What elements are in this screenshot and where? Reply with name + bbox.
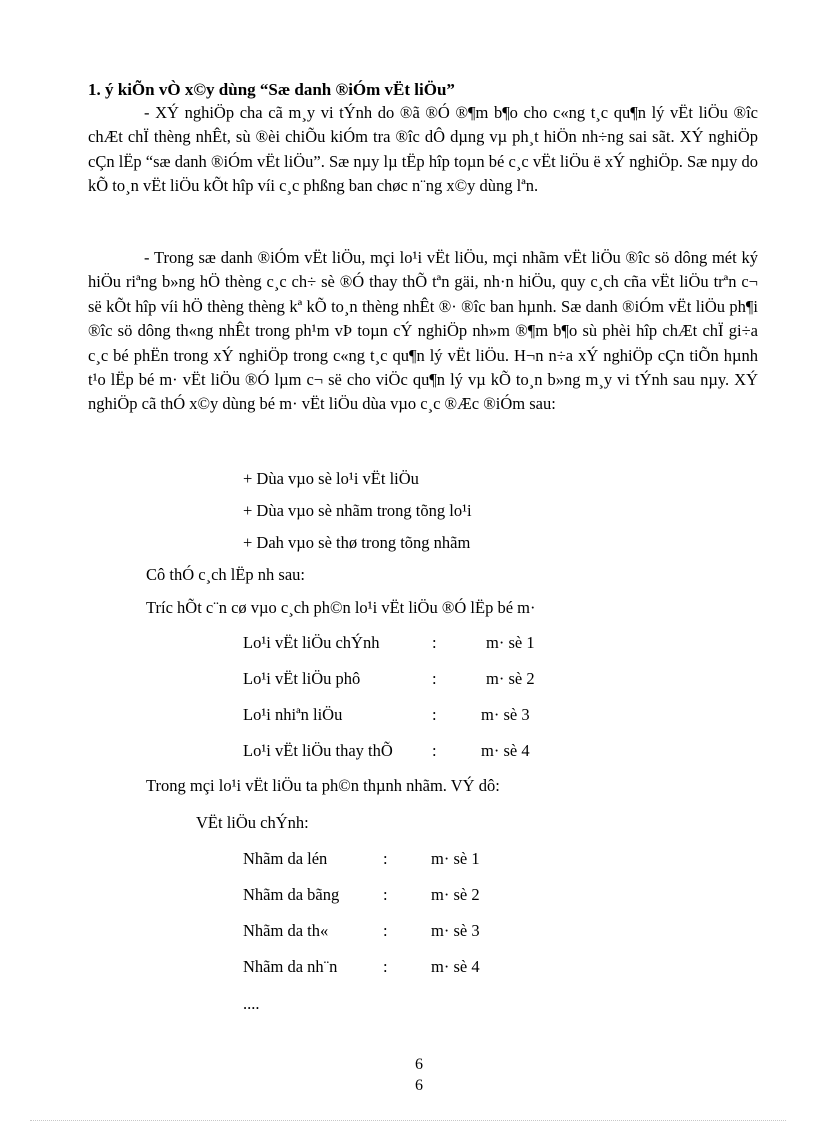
bullet-item: + Dùa vµo sè nhãm trong tõng lo¹i (243, 501, 472, 520)
bullet-item: + Dùa vµo sè lo¹i vËt liÖu (243, 469, 419, 488)
first-step: Tríc hÕt c¨n cø vµo c¸ch ph©n lo¹i vËt liÖu ®Ó lËp bé m· (146, 598, 536, 617)
type-code: m· sè 2 (486, 669, 535, 688)
type-separator: : (432, 669, 437, 688)
group-label: Nhãm da bãng (243, 885, 340, 904)
type-label: Lo¹i vËt liÖu phô (243, 669, 361, 688)
type-code: m· sè 1 (486, 633, 535, 652)
group-code: m· sè 2 (431, 885, 480, 904)
group-code: m· sè 1 (431, 849, 480, 868)
group-code: m· sè 3 (431, 921, 480, 940)
type-label: Lo¹i nhiªn liÖu (243, 705, 343, 724)
group-label: Nhãm da th« (243, 921, 329, 940)
paragraph-2: - Trong sæ danh ®iÓm vËt liÖu, mçi lo¹i vËt liÖu, mçi nhãm vËt liÖu ®îc sö dông mét ký hiÖu riªng b»ng hÖ thèng c¸c ch÷ sè ®Ó thay thÕ tªn gäi, nh·n hiÖu, quy c¸ch cña vËt liÖu trªn c¬ së kÕt hîp víi hÖ thèng thèng kª kÕ to¸n thèng nhÊt ®· ®îc ban hµnh. Sæ danh ®iÓm vËt liÖu ph¶i ®îc sö dông th«ng nhÊt trong ph¹m vÞ toµn cÝ nghiÖp nh»m ®¶m b¶o sù phèi hîp chÆt chÏ gi÷a c¸c bé phËn trong xÝ nghiÖp trong c«ng t¸c qu¶n lý vËt liÖu. H¬n n÷a xÝ nghiÖp cÇn tiÕn hµnh t¹o lËp bé m· vËt liÖu ®Ó lµm c¬ së cho viÖc qu¶n lý vµ kÕ to¸n b»ng m¸y vi tÝnh sau nµy. XÝ nghiÖp cã thÓ x©y dùng bé m· vËt liÖu dùa vµo c¸c ®Æc ®iÓm sau: (88, 248, 758, 414)
paragraph-1: - XÝ nghiÖp cha cã m¸y vi tÝnh do ®ã ®Ó ®¶m b¶o cho c«ng t¸c qu¶n lý vËt liÖu ®îc chÆt chÏ thèng nhÊt, sù ®èi chiÕu kiÓm tra ®îc dÔ dµng vµ ph¸t hiÖn nh÷ng sai sãt. XÝ nghiÖp cÇn lËp “sæ danh ®iÓm vËt liÖu”. Sæ nµy lµ tËp hîp toµn bé c¸c vËt liÖu ë xÝ nghiÖp. Sæ nµy do kÕ to¸n vËt liÖu kÕt hîp víi c¸c phßng ban chøc n¨ng x©y dùng lªn. (88, 103, 758, 196)
method-intro: Cô thÓ c¸ch lËp nh sau: (146, 565, 306, 584)
bullet-item: + Dah vµo sè thø trong tõng nhãm (243, 533, 471, 552)
section-heading: 1. ý kiÕn vÒ x©y dùng “Sæ danh ®iÓm vËt liÖu” (88, 80, 455, 99)
ellipsis: .... (243, 994, 260, 1013)
page-number: 6 (415, 1056, 423, 1073)
group-intro: Trong mçi lo¹i vËt liÖu ta ph©n thµnh nhãm. VÝ dô: (146, 776, 500, 795)
group-separator: : (383, 849, 388, 868)
group-label: Nhãm da lén (243, 849, 328, 868)
type-label: Lo¹i vËt liÖu thay thÕ (243, 741, 393, 760)
type-separator: : (432, 633, 437, 652)
page-number: 6 (415, 1077, 423, 1094)
main-material-label: VËt liÖu chÝnh: (196, 813, 309, 832)
group-separator: : (383, 957, 388, 976)
group-code: m· sè 4 (431, 957, 480, 976)
type-separator: : (432, 741, 437, 760)
footer-divider (30, 1120, 786, 1121)
group-separator: : (383, 885, 388, 904)
group-label: Nhãm da nh¨n (243, 957, 338, 976)
type-separator: : (432, 705, 437, 724)
type-code: m· sè 3 (481, 705, 530, 724)
group-separator: : (383, 921, 388, 940)
type-label: Lo¹i vËt liÖu chÝnh (243, 633, 380, 652)
type-code: m· sè 4 (481, 741, 530, 760)
